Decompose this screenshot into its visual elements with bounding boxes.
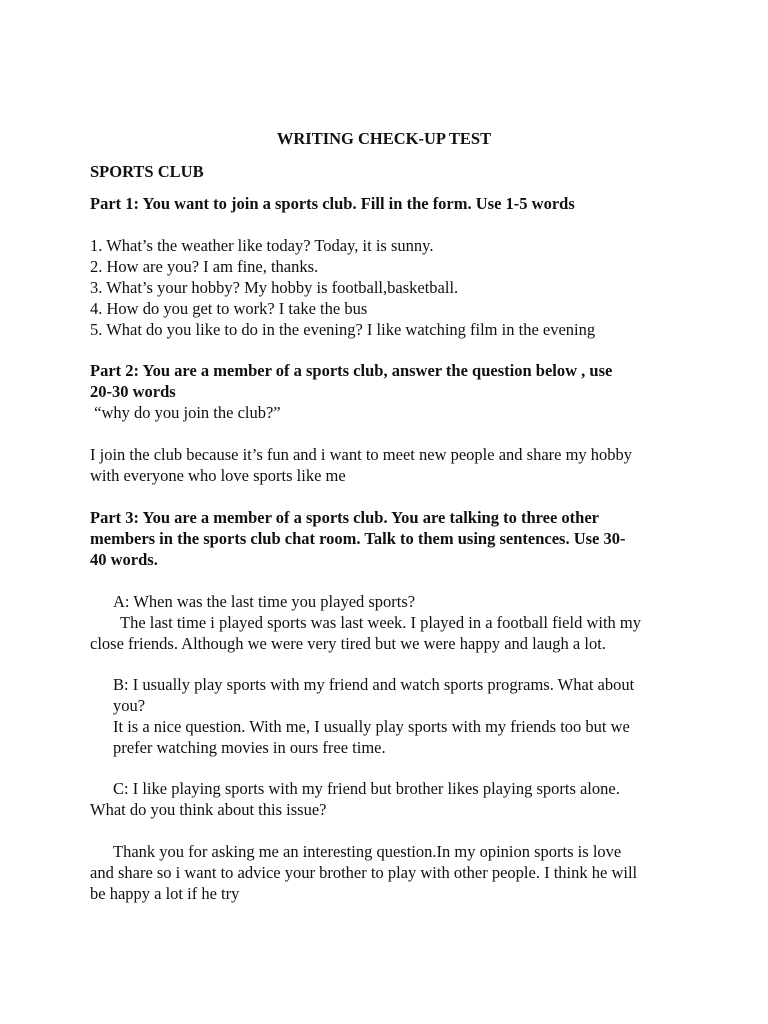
part3-b-answer-line-1: It is a nice question. With me, I usually play sports with my friends too but we [113,717,630,736]
part1-answer-2: 2. How are you? I am fine, thanks. [90,257,319,276]
part2-answer-line-1: I join the club because it’s fun and i want to meet new people and share my hobby [90,445,633,464]
document-title: WRITING CHECK-UP TEST [276,129,492,148]
part3-heading-line-1: Part 3: You are a member of a sports club. You are talking to three other [90,508,599,527]
part3-c-question-line-1: C: I like playing sports with my friend but brother likes playing sports alone. [113,779,620,798]
part2-heading-line-2: 20-30 words [90,382,176,401]
part3-b-answer-line-2: prefer watching movies in ours free time. [113,738,386,757]
document-subtitle: SPORTS CLUB [90,162,204,181]
part2-question: “why do you join the club?” [90,403,281,422]
part3-c-answer-line-3: be happy a lot if he try [90,884,240,903]
part1-answer-4: 4. How do you get to work? I take the bus [90,299,368,318]
part2-answer-line-2: with everyone who love sports like me [90,466,346,485]
part3-b-question-line-1: B: I usually play sports with my friend and watch sports programs. What about [113,675,635,694]
part3-a-question: A: When was the last time you played sports? [113,592,416,611]
part3-heading-line-3: 40 words. [90,550,158,569]
part3-c-answer-line-2: and share so i want to advice your brother to play with other people. I think he will [90,863,638,882]
part3-c-question-line-2: What do you think about this issue? [90,800,327,819]
part1-heading: Part 1: You want to join a sports club. Fill in the form. Use 1-5 words [90,194,575,213]
part3-b-question-line-2: you? [113,696,146,715]
part3-a-answer-line-2: close friends. Although we were very tired but we were happy and laugh a lot. [90,634,606,653]
part1-answer-1: 1. What’s the weather like today? Today, it is sunny. [90,236,434,255]
part2-heading-line-1: Part 2: You are a member of a sports club, answer the question below , use [90,361,613,380]
part3-a-answer-line-1: The last time i played sports was last week. I played in a football field with my [120,613,641,632]
part1-answer-5: 5. What do you like to do in the evening? I like watching film in the evening [90,320,596,339]
part3-heading-line-2: members in the sports club chat room. Talk to them using sentences. Use 30- [90,529,626,548]
part3-c-answer-line-1: Thank you for asking me an interesting question.In my opinion sports is love [113,842,622,861]
part1-answer-3: 3. What’s your hobby? My hobby is football,basketball. [90,278,459,297]
